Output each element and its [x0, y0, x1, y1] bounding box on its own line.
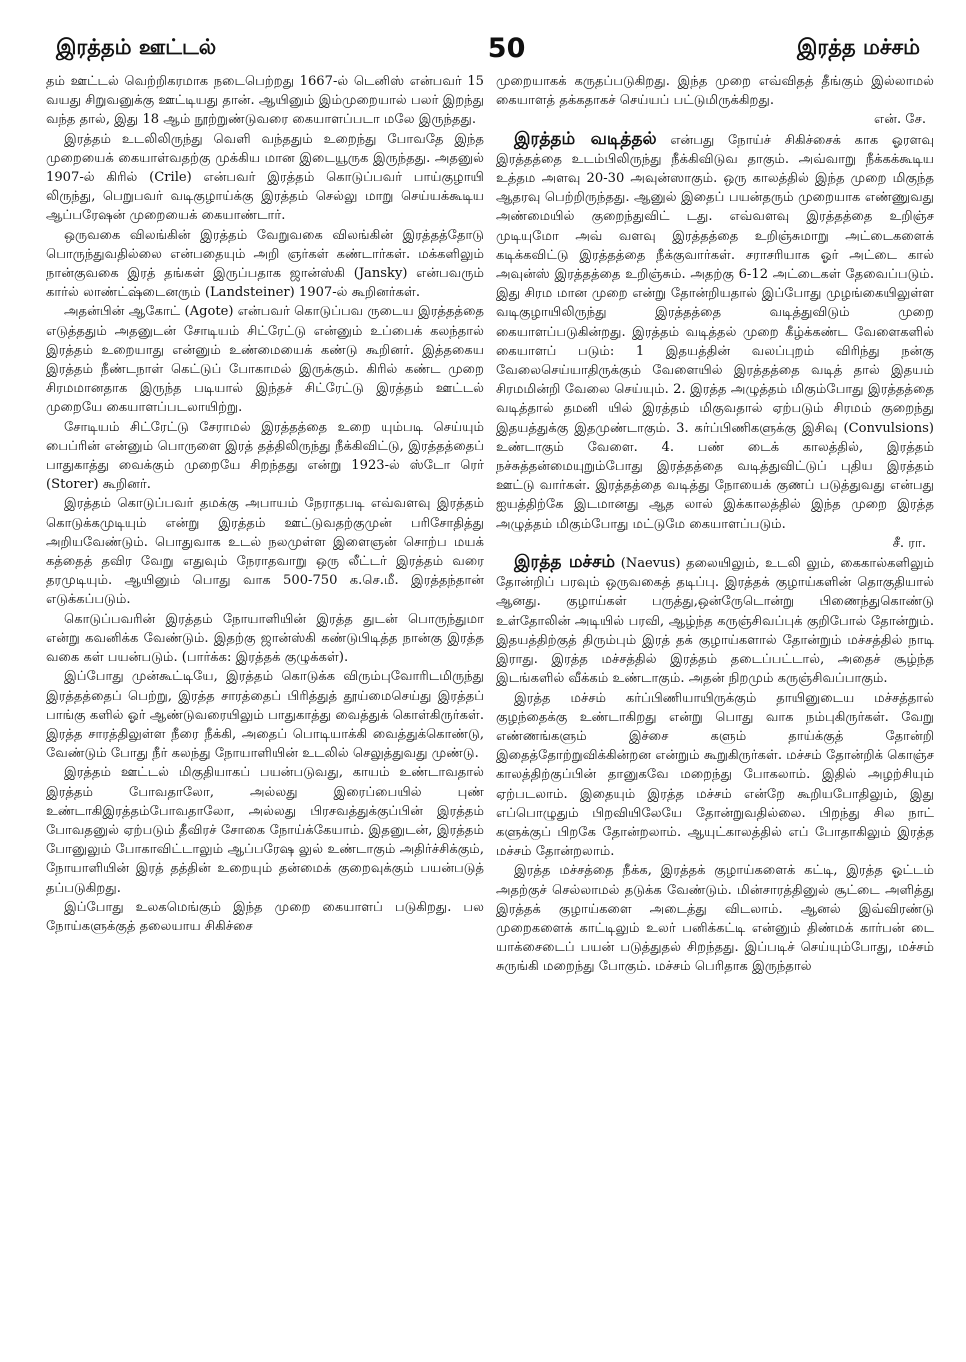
paragraph: கொடுப்பவரின் இரத்தம் நோயாளியின் இரத்த துடன் பொருந்துமா என்று கவனிக்க வேண்டும். இதற்கு ஜான்ஸ்கி கண்டுபிடித்த நான்கு இரத்த வகை கள் பயன்படும். (பார்க்க: இரத்தக் குழுக்கள்).: [46, 611, 484, 666]
entry-paragraph: [496, 130, 934, 534]
author-signature: என். சே.: [874, 112, 926, 128]
paragraph: ஒருவகை விலங்கின் இரத்தம் வேறுவகை விலங்கின் இரத்தத்தோடு பொருந்துவதில்லை என்பதையும் அறி ஞர்கள் கண்டார்கள். மக்களிலும் நான்குவகை இரத் தங்கள் இருப்பதாக ஜான்ஸ்கி (Jansky) என்பவரும் கார்ல் லாண்ட்ஷ்டைனரும் (Landsteiner) 1907-ல் கூறினர்கள்.: [46, 227, 484, 301]
paragraph: இரத்த மச்சம் கர்ப்பிணியாயிருக்கும் தாயினுடைய மச்சத்தால் குழந்தைக்கு உண்டாகிறது என்று பொது வாக நம்புகிருர்கள். வேறு எண்ணங்களும் இச்சை களும் தாய்க்குத் தோன்றி இதைத்தோற்றுவிக்கின்றன என்றும் கூறுகிருர்கள். மச்சம் தோன்றிக் கொஞ்ச காலத்திற்குப்பின் தானுகவே மறைந்து போகலாம். இதில் அழற்சியும் ஏற்படலாம். இதையும் இரத்த மச்சம் என்றே கூறியபோதிலும், இது எப்பொழுதும் பிறவியிலேயே தோன்றுவதில்லை. பிறந்து சில நாட் களுக்குப் பிறகே தோன்றலாம். ஆயுட்காலத்தில் எப் போதாகிலும் இரத்த மச்சம் தோன்றலாம்.: [496, 690, 934, 860]
page-number: 50: [487, 32, 526, 64]
paragraph: அதன்பின் ஆகோட் (Agote) என்பவர் கொடுப்பவ ருடைய இரத்தத்தை எடுத்ததும் அதனுடன் சோடியம் சிட்ரேட்டு என்னும் உப்பைக் கலந்தால் இரத்தம் உறையாது என்னும் உண்மையைக் கண்டு கூறினர். இத்தகைய இரத்தம் நீண்டநாள் கெட்டுப் போகாமல் இருக்கும். கிரில் கண்ட முறை சிரமமானதாக இருந்த படியால் இந்தச் சிட்ரேட்டு இரத்தம் ஊட்டல் முறையே கையாளப்படலாயிற்று.: [46, 304, 484, 416]
paragraph: இரத்தம் கொடுப்பவர் தமக்கு அபாயம் நேராதபடி எவ்வளவு இரத்தம் கொடுக்கமுடியும் என்று இரத்தம் ஊட்டுவதற்குமுன் பரிசோதித்து அறியவேண்டும். பொதுவாக உடல் நலமுள்ள இளைஞன் சொற்ப மயக் கத்தைத் தவிர வேறு எதுவும் நேராதவாறு ஒரு லீட்டர் இரத்தம் வரை தரமுடியும். ஆயினும் பொது வாக 500-750 க.செ.மீ. இரத்தந்தான் எடுக்கப்படும்.: [46, 496, 484, 608]
entry-text: என்பது நோய்ச் சிகிச்சைக் காக ஓரளவு இரத்தத்தை உடம்பிலிருந்து நீக்கிவிடுவ தாகும். அவ்வாறு நீக்கக்கூடிய உத்தம அளவு 20-30 அவுன்ஸாகும். ஒரு காலத்தில் இந்த முறை மிகுந்த ஆதரவு பெற்றிருந்தது. ஆனுல் இதைப் பயன்தரும் முறையாக எண்ணுவது அண்மையில் குறைந்துவிட் டது. எவ்வளவு இரத்தத்தை உறிஞ்ச முடியுமோ அவ் வளவு இரத்தத்தை உறிஞ்சுமாறு அட்டைகளைக் கடிக்கவிட்டு இரத்தத்தை நீக்குவார்கள். சராசரியாக ஓர் அட்டை கால் அவுன்ஸ் இரத்தத்தை உறிஞ்சும். அதற்கு 6-12 அட்டைகள் தேவைப்படும். இது சிரம மான முறை என்று தோன்றியதால் இப்போது முழங்கையிலுள்ள வடிகுழாயிலிருந்து இரத்தத்தை வடித்துவிடும் முறை கையாளப்படுகின்றது. இரத்தம் வடித்தல் முறை கீழ்க்கண்ட வேளைகளில் கையாளப் படும்: 1 இதயத்தின் வலப்புறம் விரிந்து நன்கு வேலைசெய்யாதிருக்கும் வேளையில் இரத்தத்தை வடித் தால் இதயம் சிரமமின்றி வேலை செய்யும். 2. இரத்த அழுத்தம் மிகும்போது இரத்தத்தை வடித்தால் தமனி யில் இரத்தம் மிகுவதால் ஏற்படும் சிரமம் குறைந்து இதயத்துக்கு இதமுண்டாகும். 3. கர்ப்பிணிகளுக்கு இசிவு (Convulsions) உண்டாகும் வேளை. 4. பண் டைக் காலத்தில், இரத்தம் நச்சுத்தன்மையுறும்போது இரத்தத்தை வடித்துவிட்டுப் புதிய இரத்தம் ஊட்டு வார்கள். இரத்தத்தை வடித்து நோயைக் குணப் படுத்துவது என்பது ஐயத்திற்கே இடமானது ஆத லால் இக்காலத்தில் இந்த முறை இரத்த அழுத்தம் மிகும்போது மட்டுமே கையாளப்படும்.: [496, 132, 934, 532]
paragraph: சோடியம் சிட்ரேட்டு சேராமல் இரத்தத்தை உறை யும்படி செய்யும் பைப்ரின் என்னும் பொருளை இரத் தத்திலிருந்து நீக்கிவிட்டு, இரத்தத்தைப் பாதுகாத்து வைக்கும் முறையே சிறந்தது என்று 1923-ல் ஸ்டோ ரெர் (Storer) கூறினர்.: [46, 419, 484, 493]
right-column: [496, 72, 934, 1354]
paragraph: இரத்தம் உடலிலிருந்து வெளி வந்ததும் உறைந்து போவதே இந்த முறையைக் கையாள்வதற்கு முக்கிய மான இடையூருக இருந்தது. அதனுல் 1907-ல் கிரில் (Crile) என்பவர் இரத்தம் கொடுப்பவர் பாய்குழாயி லிருந்து, பெறுபவர் வடிகுழாய்க்கு இரத்தம் செல்லு மாறு செய்யக்கூடிய ஆப்பரேஷன் முறையைக் கையாண்டார்.: [46, 131, 484, 224]
paragraph: இரத்த மச்சத்தை நீக்க, இரத்தக் குழாய்களைக் கட்டி, இரத்த ஓட்டம் அதற்குச் செல்லாமல் தடுக்க வேண்டும். மின்சாரத்தினுல் சூட்டை அளித்து இரத்தக் குழாய்களை அடைத்து விடலாம். ஆனல் இவ்விரண்டு முறைகளைக் காட்டிலும் உலர் பனிக்கட்டி என்னும் திண்மக் கார்பன் டை யாக்சைடைப் பயன் படுத்துதல் சிறந்தது. இப்படிச் செய்யும்போது, மச்சம் சுருங்கி மறைந்து போகும். மச்சம் பெரிதாக இருந்தால்: [496, 863, 934, 975]
entry-title: இரத்தம் வடித்தல்: [514, 128, 657, 149]
running-header: [56, 28, 920, 68]
paragraph: இப்போது முன்கூட்டியே, இரத்தம் கொடுக்க விரும்புவோரிடமிருந்து இரத்தத்தைப் பெற்று, இரத்த சாரத்தைப் பிரித்துத் தூய்மைசெய்து இரத்தப் பாங்கு களில் ஓர் ஆண்டுவரையிலும் பாதுகாத்து வைத்துக் கொள்கிருர்கள். இரத்த சாரத்திலுள்ள நீரை நீக்கி, அதைப் பொடியாக்கி வைத்துக்கொண்டு, வேண்டும் போது நீர் கலந்து நோயாளியின் உடலில் செலுத்துவது முண்டு.: [46, 669, 484, 762]
author-signature: சீ. ரா.: [892, 535, 926, 551]
left-column: [46, 72, 484, 1354]
paragraph: இரத்தம் ஊட்டல் மிகுதியாகப் பயன்படுவது, காயம் உண்டாவதால் இரத்தம் போவதாலோ, அல்லது இரைப்பையில் புண் உண்டாகிஇரத்தம்போவதாலோ, அல்லது பிரசவத்துக்குப்பின் இரத்தம் போவதனுல் ஏற்படும் தீவிரச் சோகை நோய்க்கேயாம். இதனுடன், இரத்தம் போனுலும் போகாவிட்டாலும் ஆப்பரேஷ லுல் உண்டாகும் அதிர்ச்சிக்கும், நோயாளியின் இரத் தத்தின் உறையும் தன்மைக் குறைவுக்கும் பயன்படுத் தப்படுகிறது.: [46, 765, 484, 896]
entry-paragraph: [496, 553, 934, 688]
paragraph: முறையாகக் கருதப்படுகிறது. இந்த முறை எவ்விதத் தீங்கும் இல்லாமல் கையாளத் தக்கதாகச் செய்யப் பட்டுமிருக்கிறது.: [496, 74, 934, 109]
entry-title: இரத்த மச்சம்: [514, 552, 616, 573]
header-left-title: இரத்தம் ஊட்டல்: [56, 34, 217, 59]
paragraph: தம் ஊட்டல் வெற்றிகரமாக நடைபெற்றது 1667-ல் டெனிஸ் என்பவர் 15 வயது சிறுவனுக்கு ஊட்டியது தான். ஆயினும் இம்முறையால் பலர் இறந்து வந்த தால், இது 18 ஆம் நூற்றுண்டுவரை கையாளப்படா மலே இருந்தது.: [46, 74, 484, 128]
entry-text: (Naevus) தலையிலும், உடலி லும், கைகால்களிலும் தோன்றிப் பரவும் ஒருவகைத் தடிப்பு. இரத்தக் குழாய்களின் தொகுதியால் ஆனது. குழாய்கள் பருத்து,ஒன்ருேடொன்று பிணைந்துகொண்டு உள்தோலின் அடியில் பரவி, ஆழ்ந்த கருஞ்சிவப்புக் குறிபோல் தோன்றும். இதயத்திற்குத் திரும்பும் இரத் தக் குழாய்களால் தோன்றும் மச்சத்தில் நாடி இராது. இரத்த மச்சத்தில் இரத்தம் தடைப்பட்டால், அதைச் சூழ்ந்த இடங்களில் வீக்கம் உண்டாகும். அதன் நிறமும் கருஞ்சிவப்பாகும்.: [496, 556, 934, 687]
paragraph: இப்போது உலகமெங்கும் இந்த முறை கையாளப் படுகிறது. பல நோய்களுக்குத் தலையாய சிகிச்சை: [46, 899, 484, 934]
header-right-title: இரத்த மச்சம்: [797, 34, 920, 59]
